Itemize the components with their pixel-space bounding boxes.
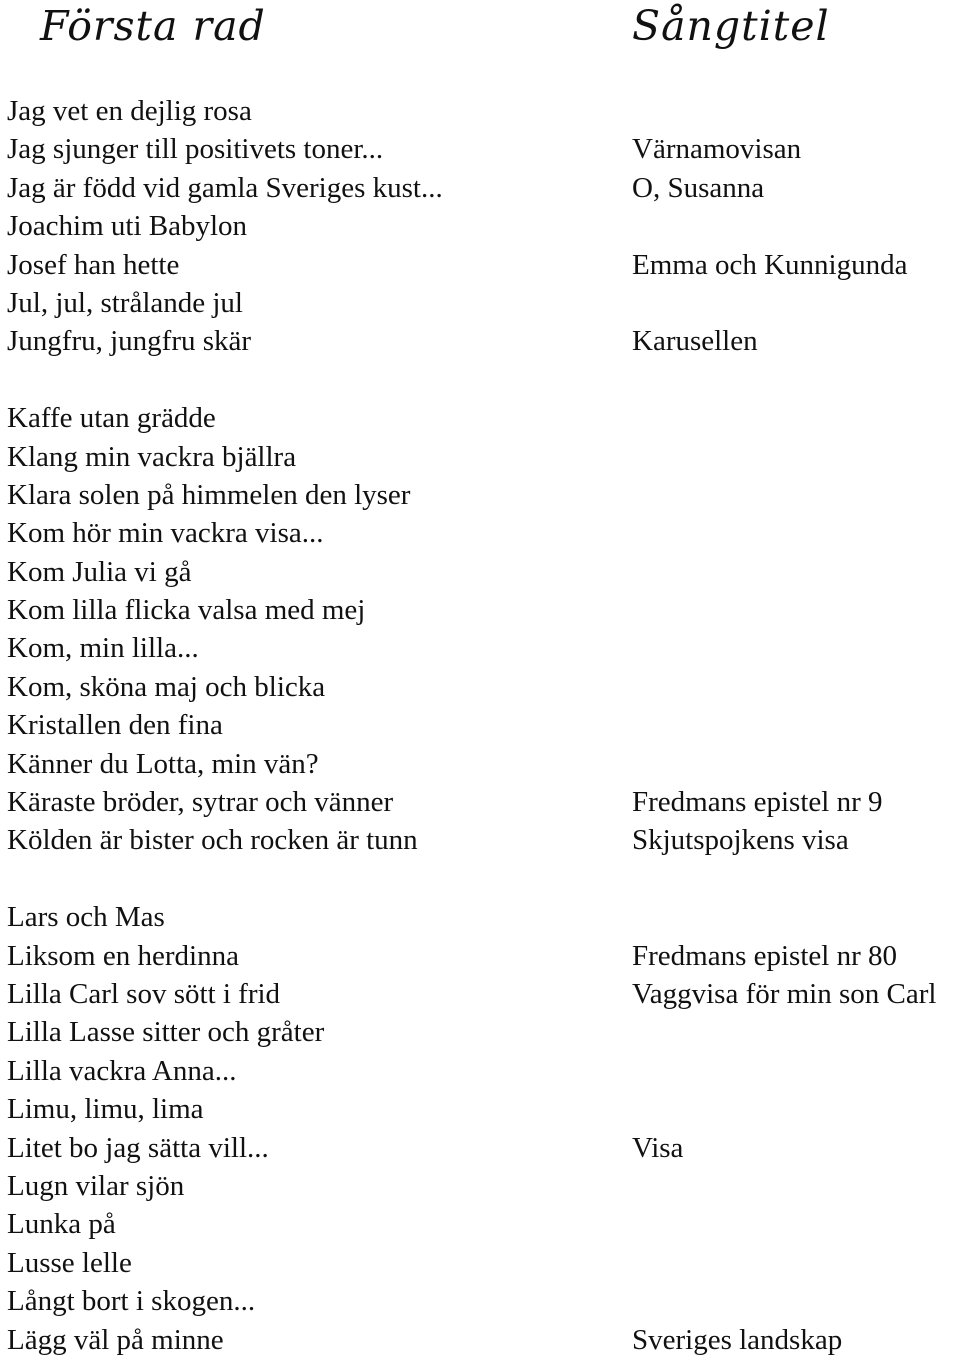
song-row bbox=[0, 1205, 960, 1243]
song-title-heading: Sångtitel bbox=[632, 2, 830, 50]
first-line-text: Lugn vilar sjön bbox=[7, 1169, 185, 1202]
first-line-text: Jag är född vid gamla Sveriges kust... bbox=[7, 171, 443, 204]
first-line-text: Käraste bröder, sytrar och vänner bbox=[7, 786, 394, 819]
song-row bbox=[0, 438, 960, 476]
song-row bbox=[0, 1167, 960, 1205]
first-line-text: Jungfru, jungfru skär bbox=[7, 325, 252, 358]
first-line-text: Jag vet en dejlig rosa bbox=[7, 95, 252, 127]
song-title-text: Vaggvisa för min son Carl bbox=[632, 977, 937, 1010]
first-line-text: Kom hör min vackra visa... bbox=[7, 517, 324, 550]
song-row bbox=[0, 130, 960, 168]
column-header bbox=[0, 0, 960, 80]
song-row bbox=[0, 783, 960, 821]
first-line-text: Lusse lelle bbox=[7, 1246, 132, 1279]
song-title-text: O, Susanna bbox=[632, 171, 765, 204]
song-title-text: Skjutspojkens visa bbox=[632, 824, 849, 857]
first-line-text: Kom Julia vi gå bbox=[7, 555, 192, 588]
song-row bbox=[0, 591, 960, 629]
song-title-text: Sveriges landskap bbox=[632, 1323, 843, 1356]
song-row bbox=[0, 1282, 960, 1320]
first-line-text: Kom, sköna maj och blicka bbox=[7, 670, 326, 703]
first-line-text: Känner du Lotta, min vän? bbox=[7, 747, 319, 780]
song-title-text: Värnamovisan bbox=[632, 133, 802, 166]
song-row bbox=[0, 322, 960, 360]
first-line-text: Kom, min lilla... bbox=[7, 632, 199, 665]
first-line-text: Lilla vackra Anna... bbox=[7, 1054, 237, 1087]
song-row bbox=[0, 1090, 960, 1128]
song-row bbox=[0, 668, 960, 706]
first-line-heading: Första rad bbox=[40, 2, 266, 50]
song-row bbox=[0, 706, 960, 744]
song-row bbox=[0, 553, 960, 591]
song-row bbox=[0, 898, 960, 936]
song-row bbox=[0, 1321, 960, 1359]
first-line-text: Långt bort i skogen... bbox=[7, 1285, 256, 1318]
song-title-text: Karusellen bbox=[632, 325, 758, 358]
song-row bbox=[0, 207, 960, 245]
song-row bbox=[0, 514, 960, 552]
first-line-text: Jul, jul, strålande jul bbox=[7, 286, 243, 319]
song-row bbox=[0, 476, 960, 514]
first-line-text: Lägg väl på minne bbox=[7, 1323, 224, 1356]
song-row bbox=[0, 821, 960, 859]
first-line-text: Josef han hette bbox=[7, 248, 180, 281]
first-line-text: Jag sjunger till positivets toner... bbox=[7, 133, 384, 166]
song-row bbox=[0, 169, 960, 207]
first-line-text: Lilla Lasse sitter och gråter bbox=[7, 1016, 325, 1049]
song-title-text: Fredmans epistel nr 9 bbox=[632, 786, 883, 819]
song-row bbox=[0, 1013, 960, 1051]
first-line-text: Klang min vackra bjällra bbox=[7, 440, 297, 473]
first-line-text: Klara solen på himmelen den lyser bbox=[7, 478, 411, 511]
song-row bbox=[0, 860, 960, 898]
first-line-text: Kristallen den fina bbox=[7, 709, 223, 742]
song-row bbox=[0, 92, 960, 130]
song-row bbox=[0, 361, 960, 399]
song-title-text: Fredmans epistel nr 80 bbox=[632, 939, 897, 972]
song-title-text: Emma och Kunnigunda bbox=[632, 248, 908, 281]
song-title-text: Visa bbox=[632, 1131, 684, 1164]
first-line-text: Joachim uti Babylon bbox=[7, 210, 248, 243]
song-row bbox=[0, 745, 960, 783]
song-row bbox=[0, 246, 960, 284]
song-row bbox=[0, 1129, 960, 1167]
song-row bbox=[0, 975, 960, 1013]
first-line-text: Kölden är bister och rocken är tunn bbox=[7, 824, 418, 857]
first-line-text: Limu, limu, lima bbox=[7, 1093, 204, 1126]
song-row bbox=[0, 399, 960, 437]
first-line-text: Litet bo jag sätta vill... bbox=[7, 1131, 269, 1164]
song-row bbox=[0, 1052, 960, 1090]
first-line-text: Liksom en herdinna bbox=[7, 939, 239, 972]
song-row bbox=[0, 937, 960, 975]
first-line-text: Kaffe utan grädde bbox=[7, 402, 216, 435]
first-line-text: Lars och Mas bbox=[7, 901, 165, 934]
first-line-text: Lilla Carl sov sött i frid bbox=[7, 977, 281, 1010]
song-row bbox=[0, 1244, 960, 1282]
song-row bbox=[0, 629, 960, 667]
first-line-text: Kom lilla flicka valsa med mej bbox=[7, 594, 366, 627]
first-line-text: Lunka på bbox=[7, 1208, 116, 1241]
song-row bbox=[0, 284, 960, 322]
song-list bbox=[0, 92, 960, 1359]
